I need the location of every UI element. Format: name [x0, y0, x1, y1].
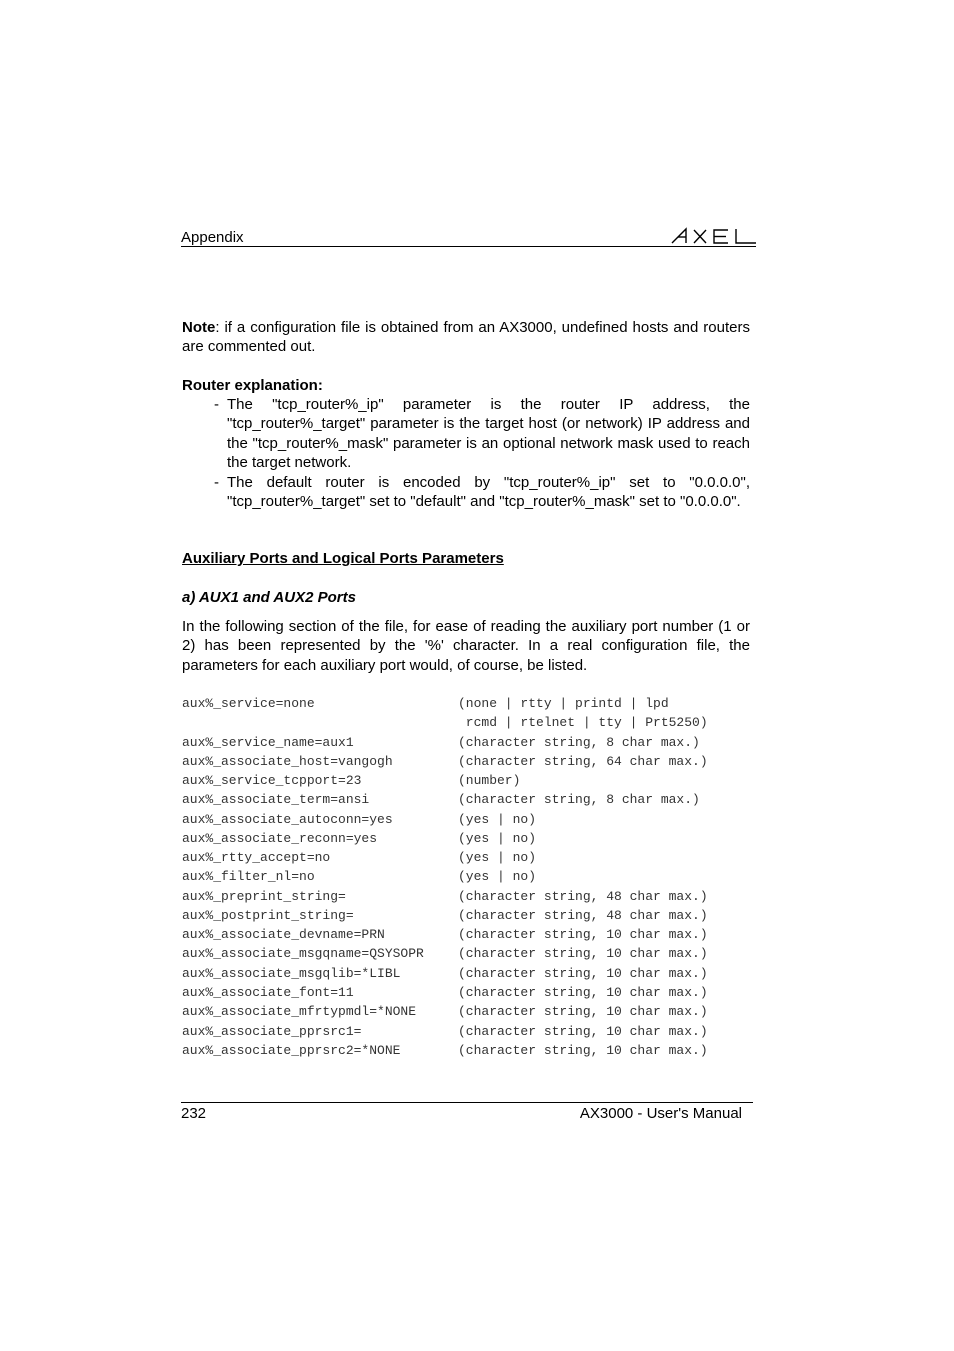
code-line — [182, 733, 742, 752]
code-value: (none | rtty | printd | lpd — [458, 696, 669, 711]
code-value: (character string, 10 char max.) — [458, 927, 708, 943]
code-key: aux%_filter_nl=no — [182, 869, 315, 885]
code-value: (yes | no) — [458, 850, 537, 866]
list-item: - The default router is encoded by "tcp_router%_ip" set to "0.0.0.0", "tcp_router%_target" set to "default" and "tcp_router%_mask" set to "0.0.0.0". — [214, 473, 750, 511]
code-value: (character string, 10 char max.) — [458, 1023, 708, 1039]
code-line — [182, 925, 742, 944]
code-line — [182, 1041, 742, 1060]
code-value: (character string, 48 char max.) — [458, 888, 708, 904]
code-value: (character string, 10 char max.) — [458, 1042, 708, 1058]
header-section-title: Appendix — [181, 229, 244, 246]
code-line — [182, 713, 742, 732]
code-line — [182, 694, 742, 713]
code-value: (character string, 48 char max.) — [458, 907, 708, 923]
code-value: (character string, 10 char max.) — [458, 1004, 708, 1020]
code-value: (character string, 10 char max.) — [458, 984, 708, 1000]
manual-title: AX3000 - User's Manual — [579, 1105, 742, 1122]
code-key: aux%_associate_pprsrc2=*NONE — [182, 1042, 401, 1058]
config-code-block — [182, 694, 742, 1060]
code-key: aux%_associate_msgqname=QSYSOPR — [182, 946, 424, 962]
code-value: (yes | no) — [458, 811, 537, 827]
code-key: aux%_associate_font=11 — [182, 984, 354, 1000]
aux-section-heading: Auxiliary Ports and Logical Ports Parameters — [182, 550, 504, 567]
code-key: aux%_service=none — [182, 696, 315, 711]
code-line — [182, 790, 742, 809]
code-key: aux%_associate_msgqlib=*LIBL — [182, 965, 401, 981]
bullet-text: The "tcp_router%_ip" parameter is the router IP address, the "tcp_router%_target" parameter is the target host (or network) IP address and the "tcp_router%_mask" parameter is an optional network mask used to reach the target network. — [227, 396, 750, 472]
code-key: aux%_associate_host=vangogh — [182, 753, 393, 769]
code-line — [182, 829, 742, 848]
note-paragraph — [182, 318, 750, 357]
code-line — [182, 964, 742, 983]
code-key: aux%_associate_autoconn=yes — [182, 811, 393, 827]
code-line — [182, 944, 742, 963]
code-line — [182, 1002, 742, 1021]
code-key: aux%_associate_reconn=yes — [182, 830, 378, 846]
note-label: Note — [182, 319, 216, 336]
aux-intro-paragraph: In the following section of the file, for ease of reading the auxiliary port number (1 or 2) has been represented by the '%' character. In a real configuration file, the parameters for each auxiliary port would, of course, be listed. — [182, 618, 750, 674]
list-item: - The "tcp_router%_ip" parameter is the router IP address, the "tcp_router%_target" parameter is the target host (or network) IP address and the "tcp_router%_mask" parameter is an optional network mask used to reach the target network. — [214, 396, 750, 472]
code-key: aux%_associate_devname=PRN — [182, 927, 385, 943]
page-number: 232 — [181, 1105, 207, 1122]
code-key: aux%_service_name=aux1 — [182, 734, 354, 750]
code-key: aux%_associate_term=ansi — [182, 792, 370, 808]
code-key: aux%_preprint_string= — [182, 888, 346, 904]
code-value: (character string, 8 char max.) — [458, 734, 700, 750]
code-value: (yes | no) — [458, 869, 537, 885]
code-value: (character string, 64 char max.) — [458, 753, 708, 769]
code-line — [182, 771, 742, 790]
axel-logo — [670, 226, 756, 246]
code-line — [182, 1022, 742, 1041]
page-footer — [181, 1102, 753, 1123]
aux-subheading: a) AUX1 and AUX2 Ports — [182, 589, 356, 606]
code-line — [182, 906, 742, 925]
code-value: (character string, 10 char max.) — [458, 965, 708, 981]
code-key: aux%_associate_pprsrc1= — [182, 1023, 362, 1039]
code-key: aux%_service_tcpport=23 — [182, 773, 362, 789]
note-text: : if a configuration file is obtained from an AX3000, undefined hosts and routers are commented out. — [182, 319, 750, 356]
code-key: aux%_rtty_accept=no — [182, 850, 331, 866]
code-value: (yes | no) — [458, 830, 537, 846]
router-heading: Router explanation: — [182, 377, 323, 394]
code-line — [182, 867, 742, 886]
bullet-text: The default router is encoded by "tcp_router%_ip" set to "0.0.0.0", "tcp_router%_target" set to "default" and "tcp_router%_mask" set to "0.0.0.0". — [227, 473, 750, 511]
code-value: (number) — [458, 773, 521, 789]
code-line — [182, 810, 742, 829]
code-line — [182, 887, 742, 906]
code-key: aux%_associate_mfrtypmdl=*NONE — [182, 1004, 417, 1020]
code-value: rcmd | rtelnet | tty | Prt5250) — [458, 715, 708, 731]
code-value: (character string, 10 char max.) — [458, 946, 708, 962]
code-key: aux%_postprint_string= — [182, 907, 354, 923]
page-header — [181, 228, 756, 247]
code-value: (character string, 8 char max.) — [458, 792, 700, 808]
code-line — [182, 752, 742, 771]
code-line — [182, 848, 742, 867]
router-bullet-list — [212, 395, 750, 511]
code-line — [182, 983, 742, 1002]
